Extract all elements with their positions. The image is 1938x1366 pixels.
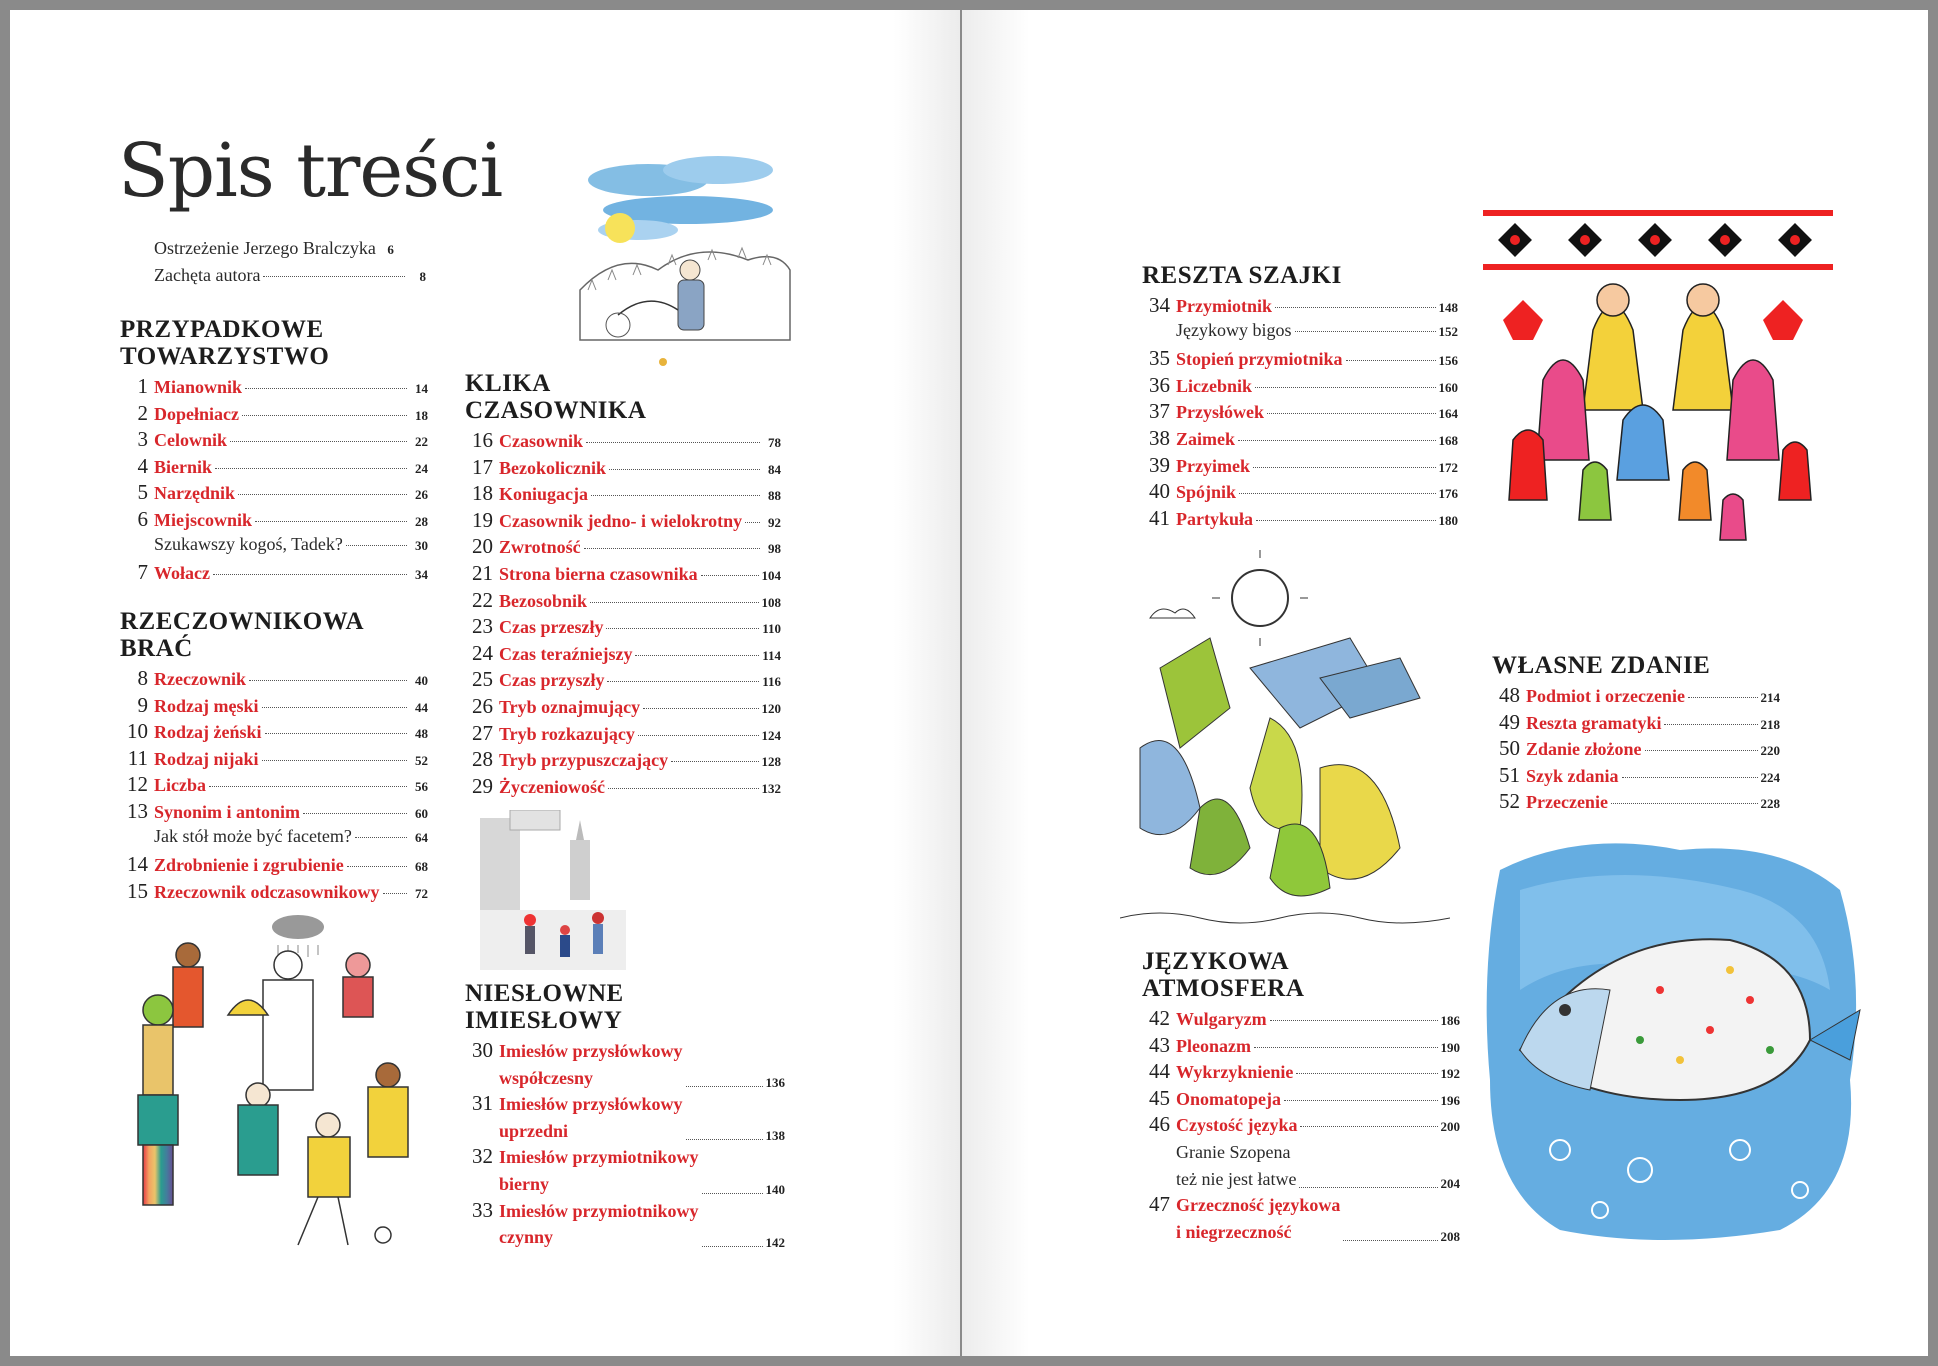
toc-entry[interactable] [120, 852, 428, 879]
chapter-title: Przyimek [1176, 455, 1250, 476]
leader-dots [346, 545, 407, 546]
leader-dots [355, 837, 407, 838]
chapter-number: 38 [1149, 425, 1170, 450]
chapter-title: Imiesłów przymiotnikowy bierny [499, 1147, 699, 1194]
chapter-number: 4 [137, 453, 148, 478]
chapter-number: 27 [472, 720, 493, 745]
leader-dots [1284, 1100, 1438, 1101]
leader-dots [591, 495, 760, 496]
toc-entry[interactable] [120, 427, 428, 454]
chapter-number: 14 [127, 852, 148, 877]
chapter-title: Partykuła [1176, 508, 1254, 529]
toc-entry[interactable] [120, 534, 428, 561]
chapter-number: 17 [472, 454, 493, 479]
toc-entry[interactable] [1142, 399, 1458, 426]
toc-entry[interactable] [465, 1198, 785, 1251]
page-number: 14 [415, 381, 428, 396]
page-number: 64 [415, 829, 428, 845]
page-number: 28 [415, 513, 428, 529]
chapter-number: 42 [1149, 1006, 1170, 1030]
intro-entry[interactable]: Ostrzeżenie Jerzego Bralczyka 6 [154, 238, 394, 258]
chapter-number: 12 [127, 772, 148, 797]
page-number: 18 [415, 407, 428, 423]
toc-entry[interactable] [120, 772, 428, 799]
leader-dots [209, 786, 407, 787]
chapter-title: Spójnik [1176, 482, 1237, 503]
page-number: 136 [765, 1075, 785, 1091]
chapter-title: Rodzaj nijaki [154, 748, 259, 769]
section-heading: PRZYPADKOWE TOWARZYSTWO [120, 316, 330, 370]
chapter-number: 49 [1499, 709, 1520, 734]
section-wlasne-zdanie [1492, 652, 1780, 816]
chapter-title: Dopełniacz [154, 403, 239, 424]
leader-dots [1346, 360, 1436, 361]
toc-entry[interactable] [465, 721, 781, 748]
chapter-title: Tryb oznajmujący [499, 696, 641, 717]
chapter-title: Koniugacja [499, 484, 589, 505]
toc-entry[interactable] [1142, 426, 1458, 453]
toc-entry[interactable] [465, 1144, 785, 1197]
chapter-number: 9 [137, 692, 148, 717]
chapter-number: 52 [1499, 789, 1520, 814]
chapter-title: Bezokolicznik [499, 457, 606, 478]
leader-dots [245, 388, 407, 389]
page-number: 98 [768, 541, 781, 557]
page-number: 152 [1438, 323, 1458, 339]
chapter-title: Wykrzyknienie [1176, 1062, 1294, 1083]
leader-dots [607, 681, 759, 682]
toc-entry[interactable] [1492, 736, 1780, 763]
folk-dolls-illustration [1483, 210, 1833, 560]
toc-entry[interactable] [1142, 320, 1458, 347]
leader-dots [1275, 307, 1436, 308]
section-reszta-szajki [1142, 262, 1458, 532]
chapter-title: Przymiotnik [1176, 296, 1272, 316]
page-number: 44 [415, 699, 428, 715]
chapter-title: Rzeczownik odczasownikowy [154, 881, 380, 902]
chapter-number: 18 [472, 481, 493, 506]
page-number: 120 [761, 700, 781, 716]
chapter-title: Językowy bigos [1176, 319, 1292, 340]
leader-dots [262, 760, 407, 761]
toc-entry[interactable] [465, 614, 781, 641]
leader-dots [1688, 697, 1758, 698]
leader-dots [1664, 724, 1757, 725]
chapter-number: 43 [1149, 1032, 1170, 1057]
chapter-title: Wulgaryzm [1176, 1009, 1267, 1029]
toc-entry[interactable] [465, 667, 781, 694]
leader-dots [1295, 331, 1436, 332]
leader-dots [701, 575, 759, 576]
toc-entry[interactable] [120, 719, 428, 746]
page-number: 124 [761, 727, 781, 743]
leader-dots [586, 442, 760, 443]
page-number: 164 [1438, 406, 1458, 422]
leader-dots [238, 494, 407, 495]
chapter-title: Szyk zdania [1526, 765, 1619, 786]
chapter-title: Onomatopeja [1176, 1088, 1281, 1109]
chapter-title: Liczba [154, 775, 206, 796]
page-number: 104 [761, 567, 781, 583]
page-number: 128 [761, 754, 781, 770]
page-number: 200 [1440, 1119, 1460, 1135]
page-number: 22 [415, 434, 428, 450]
section-nieslowne-imieslowy [465, 980, 785, 1251]
page-number: 30 [415, 537, 428, 553]
chapter-title: Celownik [154, 430, 228, 451]
chapter-title: Czystość języka [1176, 1115, 1298, 1136]
leader-dots [1254, 1047, 1438, 1048]
page-number: 52 [415, 752, 428, 768]
toc-entry[interactable] [465, 1038, 785, 1091]
toc-entry[interactable] [120, 666, 428, 693]
chapter-number: 21 [472, 560, 493, 585]
page-number: 84 [768, 461, 781, 477]
toc-entry[interactable] [465, 694, 781, 721]
page-number: 228 [1760, 796, 1780, 812]
page-number: 72 [415, 885, 428, 901]
chapter-number: 37 [1149, 399, 1170, 424]
toc-entry[interactable] [465, 534, 781, 561]
chapter-title: Imiesłów przymiotnikowy czynny [499, 1200, 699, 1248]
chapter-number: 50 [1499, 736, 1520, 761]
chapter-title: Strona bierna czasownika [499, 563, 698, 584]
page-number: 108 [761, 594, 781, 610]
section-przypadkowe-towarzystwo [120, 316, 428, 587]
crowd-people-illustration [128, 905, 428, 1255]
leader-dots [1255, 387, 1435, 388]
toc-entry[interactable] [465, 774, 781, 801]
page-number: 24 [415, 460, 428, 476]
toc-entry[interactable] [120, 507, 428, 534]
toc-entry[interactable] [1142, 1033, 1460, 1060]
intro-section [154, 238, 426, 291]
chapter-number: 10 [127, 719, 148, 744]
leader-dots [383, 893, 408, 894]
toc-entry[interactable] [465, 1091, 785, 1144]
page-number: 48 [415, 726, 428, 742]
toc-entry[interactable] [120, 374, 428, 401]
toc-entry[interactable] [1142, 1086, 1460, 1113]
section-heading: JĘZYKOWA ATMOSFERA [1142, 948, 1305, 1002]
chapter-title: Liczebnik [1176, 375, 1253, 396]
chapter-number: 23 [472, 614, 493, 639]
toc-entry[interactable] [1142, 373, 1458, 400]
chapter-number: 33 [472, 1197, 493, 1222]
page-number: 60 [415, 805, 428, 821]
chapter-title: Narzędnik [154, 483, 235, 504]
chapter-number: 16 [472, 428, 493, 452]
toc-entry[interactable] [1142, 1059, 1460, 1086]
intro-entry[interactable]: Zachęta autora 8 [154, 264, 426, 285]
leader-dots [1645, 750, 1758, 751]
page-number: 88 [768, 488, 781, 504]
section-heading: NIESŁOWNE IMIESŁOWY [465, 980, 624, 1034]
city-scene-illustration [480, 810, 626, 970]
chapter-number: 44 [1149, 1059, 1170, 1084]
leader-dots [262, 707, 408, 708]
leader-dots [590, 602, 758, 603]
chapter-number: 8 [137, 666, 148, 690]
chapter-number: 2 [137, 400, 148, 425]
toc-entry[interactable] [1142, 293, 1458, 320]
section-jezykowa-atmosfera [1142, 948, 1460, 1245]
chapter-number: 5 [137, 480, 148, 505]
leader-dots [1270, 1020, 1438, 1021]
chapter-title: Czas przeszły [499, 617, 604, 638]
chapter-title: Przeczenie [1526, 792, 1608, 813]
page-number: 114 [762, 647, 781, 663]
page-number: 138 [765, 1128, 785, 1144]
page-number: 192 [1440, 1066, 1460, 1082]
page-number: 26 [415, 487, 428, 503]
chapter-number: 29 [472, 773, 493, 798]
leader-dots [584, 548, 760, 549]
toc-entry[interactable] [465, 588, 781, 615]
page-number: 190 [1440, 1039, 1460, 1055]
leader-dots [303, 813, 407, 814]
leader-dots [249, 680, 407, 681]
toc-entry[interactable] [1142, 1006, 1460, 1033]
section-heading: RESZTA SZAJKI [1142, 262, 1342, 289]
chapter-number: 48 [1499, 683, 1520, 707]
toc-entry[interactable] [465, 508, 781, 535]
page-title: Spis treści [118, 128, 503, 214]
leader-dots [1238, 440, 1435, 441]
leader-dots [609, 469, 760, 470]
page-number: 92 [768, 514, 781, 530]
toc-entry[interactable] [465, 455, 781, 482]
chapter-title: Miejscownik [154, 509, 252, 530]
chapter-number: 15 [127, 878, 148, 903]
chapter-number: 26 [472, 693, 493, 718]
chapter-number: 32 [472, 1144, 493, 1169]
chapter-title: Pleonazm [1176, 1035, 1251, 1056]
chapter-title: Zaimek [1176, 428, 1236, 449]
leader-dots [1299, 1187, 1437, 1188]
page-number: 180 [1438, 512, 1458, 528]
chapter-title: Mianownik [154, 377, 243, 397]
toc-entry[interactable] [1142, 506, 1458, 533]
chapter-number: 51 [1499, 762, 1520, 787]
chapter-number: 36 [1149, 372, 1170, 397]
toc-entry[interactable] [120, 879, 428, 906]
chapter-title: Rodzaj żeński [154, 722, 262, 743]
chapter-number: 40 [1149, 479, 1170, 504]
chapter-title: Bezosobnik [499, 590, 588, 611]
page-number: 40 [415, 673, 428, 688]
toc-entry[interactable] [465, 747, 781, 774]
toc-entry[interactable] [1142, 1112, 1460, 1139]
page-number: 220 [1760, 743, 1780, 759]
page-number: 186 [1440, 1013, 1460, 1028]
chapter-number: 41 [1149, 505, 1170, 530]
chapter-number: 39 [1149, 452, 1170, 477]
toc-entry[interactable] [465, 481, 781, 508]
page-number: 176 [1438, 486, 1458, 502]
chapter-title: Stopień przymiotnika [1176, 349, 1343, 370]
leader-dots [606, 628, 759, 629]
toc-entry[interactable] [120, 746, 428, 773]
toc-entry[interactable] [1142, 453, 1458, 480]
leader-dots [702, 1193, 763, 1194]
leader-dots [638, 735, 759, 736]
chapter-title: Imiesłów przysłówkowy uprzedni [499, 1094, 683, 1141]
leader-dots [263, 276, 405, 277]
leader-dots [686, 1086, 763, 1087]
chapter-title: Rzeczownik [154, 669, 246, 689]
page-number: 34 [415, 567, 428, 583]
page-number: 172 [1438, 459, 1458, 475]
chapter-title: Tryb rozkazujący [499, 723, 635, 744]
fish-water-illustration [1480, 830, 1866, 1250]
leader-dots [230, 441, 407, 442]
chapter-number: 35 [1149, 346, 1170, 371]
chapter-title: Zdrobnienie i zgrubienie [154, 855, 344, 876]
chapter-number: 24 [472, 640, 493, 665]
page-number: 142 [765, 1234, 785, 1250]
chapter-title: Wołacz [154, 563, 210, 584]
chapter-number: 28 [472, 747, 493, 772]
toc-entry[interactable] [1142, 346, 1458, 373]
toc-entry[interactable] [120, 693, 428, 720]
chapter-title: Imiesłów przysłówkowy współczesny [499, 1041, 683, 1088]
toc-entry[interactable]: Granie Szopena też nie jest łatwe 204 [1176, 1141, 1460, 1192]
page-number: 140 [765, 1181, 785, 1197]
chapter-number: 46 [1149, 1112, 1170, 1137]
page-number: 148 [1438, 300, 1458, 315]
page-number: 110 [762, 621, 781, 637]
leader-dots [255, 521, 407, 522]
chapter-title: Czas teraźniejszy [499, 643, 633, 664]
chapter-number: 31 [472, 1091, 493, 1116]
chapter-title: Tryb przypuszczający [499, 750, 669, 771]
page-number: 68 [415, 859, 428, 875]
chapter-number: 19 [472, 507, 493, 532]
leader-dots [686, 1139, 763, 1140]
leader-dots [1343, 1240, 1437, 1241]
leader-dots [1239, 493, 1435, 494]
chapter-number: 45 [1149, 1085, 1170, 1110]
chapter-number: 22 [472, 587, 493, 612]
page-number: 168 [1438, 432, 1458, 448]
toc-entry[interactable]: 47 Grzeczność językowa i niegrzeczność 208 [1149, 1192, 1460, 1245]
leader-dots [1256, 520, 1435, 521]
chapter-number: 6 [137, 506, 148, 531]
leader-dots [1622, 777, 1758, 778]
toc-entry[interactable] [1142, 479, 1458, 506]
chapter-title: Podmiot i orzeczenie [1526, 686, 1685, 706]
leader-dots [242, 415, 407, 416]
toc-entry[interactable] [1492, 710, 1780, 737]
mechanical-bird-illustration [1120, 548, 1450, 928]
page-number: 132 [761, 780, 781, 796]
chapter-title: Synonim i antonim [154, 801, 301, 822]
chapter-number: 1 [137, 374, 148, 398]
leader-dots [1300, 1126, 1437, 1127]
leader-dots [213, 574, 407, 575]
toc-entry[interactable] [465, 561, 781, 588]
chapter-title: Życzeniowość [499, 776, 605, 797]
leader-dots [347, 866, 407, 867]
chapter-number: 20 [472, 534, 493, 559]
leader-dots [265, 733, 408, 734]
leader-dots [1611, 803, 1758, 804]
section-rzeczownikowa-brac [120, 608, 428, 905]
chapter-title: Czasownik [499, 431, 584, 451]
page-number: 224 [1760, 769, 1780, 785]
page-number: 78 [768, 435, 781, 450]
chapter-title: Jak stół może być facetem? [154, 825, 352, 846]
section-heading: KLIKA CZASOWNIKA [465, 370, 647, 424]
toc-entry[interactable] [120, 454, 428, 481]
section-heading: RZECZOWNIKOWA BRAĆ [120, 608, 365, 662]
toc-entry[interactable] [465, 641, 781, 668]
leader-dots [671, 761, 758, 762]
toc-entry[interactable] [120, 560, 428, 587]
landscape-walker-illustration [578, 140, 792, 370]
chapter-title: Zwrotność [499, 537, 581, 558]
chapter-title: Szukawszy kogoś, Tadek? [154, 533, 343, 554]
leader-dots [745, 522, 760, 523]
chapter-number: 11 [127, 745, 148, 770]
leader-dots [1267, 413, 1436, 414]
leader-dots [215, 468, 407, 469]
page-number: 160 [1438, 379, 1458, 395]
toc-entry[interactable] [1492, 683, 1780, 710]
chapter-title: Czasownik jedno- i wielokrotny [499, 510, 743, 531]
page-number: 56 [415, 779, 428, 795]
toc-entry[interactable] [120, 799, 428, 826]
section-heading: WŁASNE ZDANIE [1492, 652, 1711, 679]
page-number: 214 [1760, 690, 1780, 705]
chapter-title: Biernik [154, 456, 213, 477]
chapter-number: 13 [127, 798, 148, 823]
leader-dots [1296, 1073, 1437, 1074]
chapter-number: 25 [472, 667, 493, 692]
chapter-number: 3 [137, 427, 148, 452]
toc-entry[interactable] [120, 401, 428, 428]
leader-dots [643, 708, 758, 709]
chapter-title: Czas przyszły [499, 670, 605, 691]
chapter-title: Zdanie złożone [1526, 739, 1642, 760]
toc-entry[interactable] [1492, 763, 1780, 790]
chapter-number: 7 [137, 560, 148, 585]
page-number: 196 [1440, 1092, 1460, 1108]
toc-entry[interactable] [120, 826, 428, 853]
chapter-number: 34 [1149, 293, 1170, 317]
chapter-number: 30 [472, 1038, 493, 1062]
page-number: 156 [1438, 353, 1458, 369]
page-number: 218 [1760, 716, 1780, 732]
chapter-title: Rodzaj męski [154, 695, 259, 716]
leader-dots [1253, 467, 1436, 468]
section-klika-czasownika [465, 370, 781, 800]
toc-entry[interactable] [1492, 789, 1780, 816]
leader-dots [635, 655, 759, 656]
toc-entry[interactable] [465, 428, 781, 455]
page-number: 116 [762, 674, 781, 690]
toc-entry[interactable] [120, 480, 428, 507]
leader-dots [702, 1246, 763, 1247]
chapter-title: Przysłówek [1176, 402, 1264, 423]
chapter-title: Reszta gramatyki [1526, 712, 1662, 733]
leader-dots [608, 788, 759, 789]
